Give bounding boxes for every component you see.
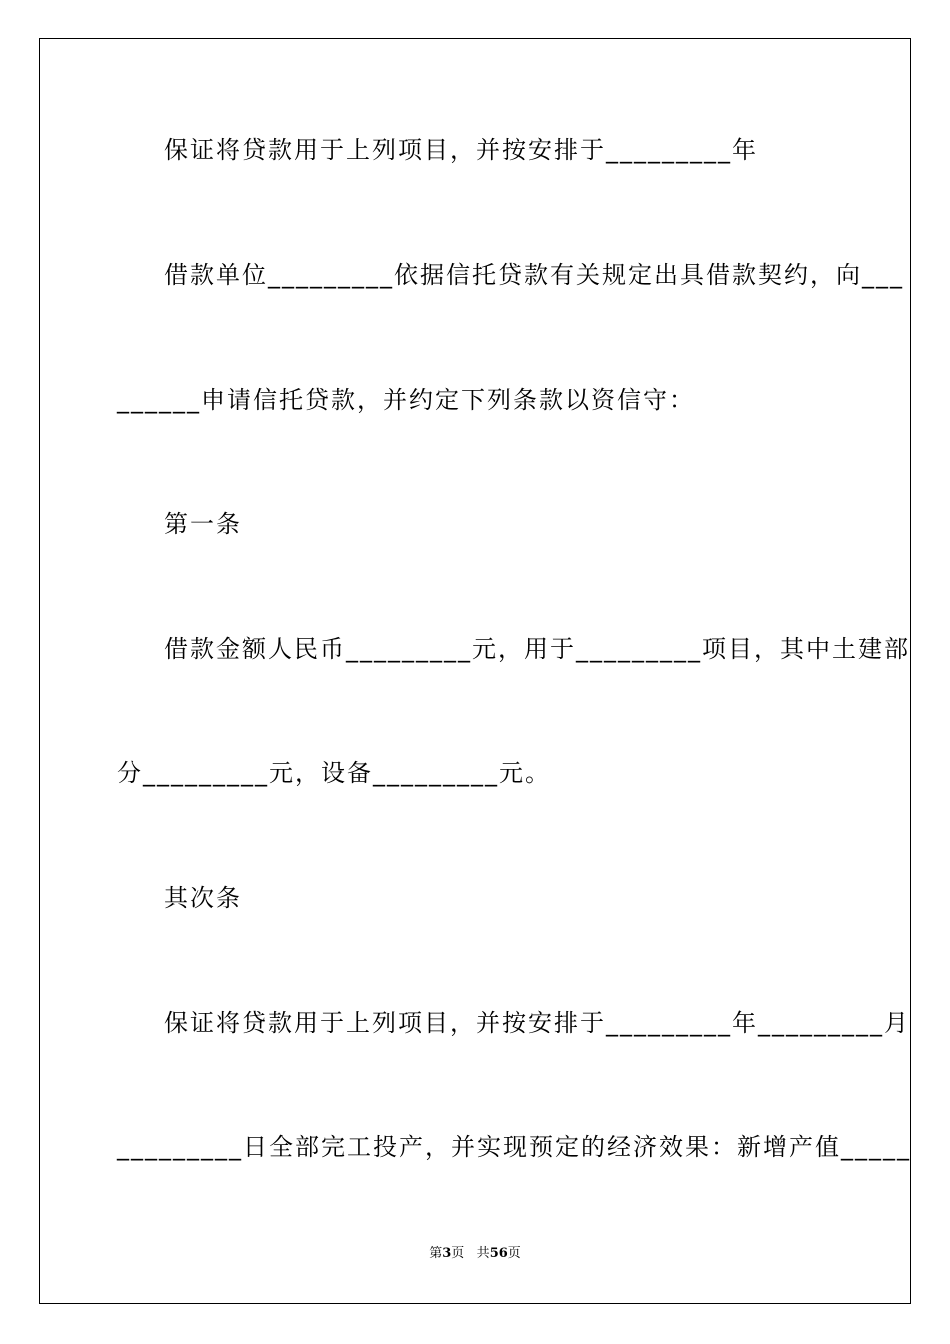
paragraph-borrower-intro: 借款单位_________依据信托贷款有关规定出具借款契约，向___	[164, 261, 904, 289]
page-number: 3	[442, 1246, 452, 1261]
paragraph-application: ______申请信托贷款，并约定下列条款以资信守：	[117, 386, 695, 414]
paragraph-loan-breakdown: 分_________元，设备_________元。	[117, 759, 551, 787]
article-two-heading: 其次条	[164, 884, 242, 912]
paragraph-schedule: 保证将贷款用于上列项目，并按安排于_________年_________月	[164, 1009, 910, 1037]
total-suffix: 页	[507, 1246, 521, 1261]
total-prefix: 共	[476, 1246, 490, 1261]
article-one-heading: 第一条	[164, 510, 242, 538]
page-border	[39, 38, 911, 1304]
page-prefix: 第	[429, 1246, 443, 1261]
paragraph-loan-amount: 借款金额人民币_________元，用于_________项目，其中土建部	[164, 635, 910, 663]
paragraph-completion: _________日全部完工投产，并实现预定的经济效果：新增产值_____	[117, 1133, 911, 1161]
page-suffix: 页	[451, 1246, 465, 1261]
total-pages: 56	[489, 1246, 508, 1261]
paragraph-guarantee-usage: 保证将贷款用于上列项目，并按安排于_________年	[164, 136, 758, 164]
page-footer	[0, 1246, 950, 1262]
